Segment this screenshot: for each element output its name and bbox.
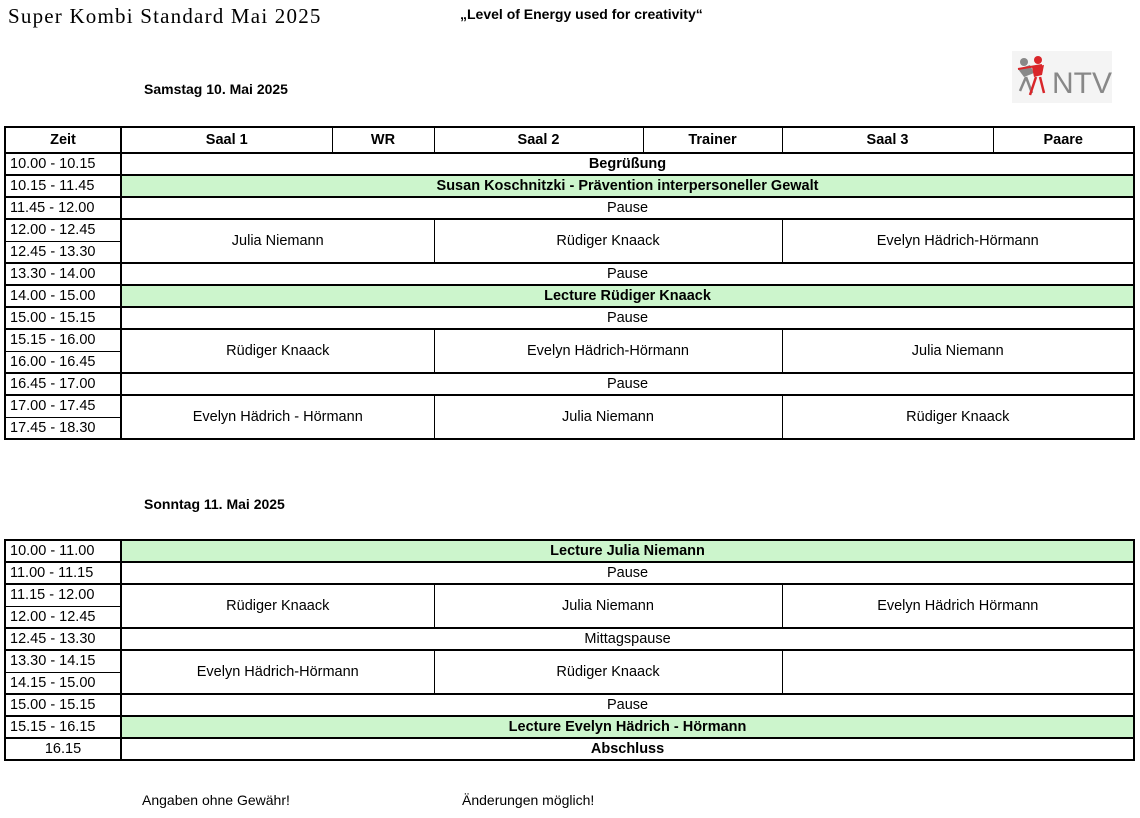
saal3-trainer-cell: Rüdiger Knaack [782,395,1134,439]
saal3-trainer-cell: Evelyn Hädrich Hörmann [782,584,1134,628]
time-cell: 12.00 - 12.45 [5,219,121,241]
table-row [5,562,1134,584]
lecture-cell: Lecture Evelyn Hädrich - Hörmann [121,716,1134,738]
table-row [5,263,1134,285]
col-header-saal3: Saal 3 [782,127,993,153]
table-row [5,153,1134,175]
pause-cell: Pause [121,373,1134,395]
time-cell: 10.00 - 11.00 [5,540,121,562]
table-header-row [5,127,1134,153]
saal3-trainer-cell: Julia Niemann [782,329,1134,373]
pause-cell: Pause [121,197,1134,219]
time-cell: 15.00 - 15.15 [5,694,121,716]
table-row [5,285,1134,307]
table-row [5,373,1134,395]
col-header-zeit: Zeit [5,127,121,153]
table-row [5,395,1134,417]
table-row [5,175,1134,197]
time-cell: 16.00 - 16.45 [5,351,121,373]
schedule-table-sunday [4,539,1135,761]
saal1-trainer-cell: Rüdiger Knaack [121,329,434,373]
saal2-trainer-cell: Rüdiger Knaack [434,219,782,263]
document-subtitle: „Level of Energy used for creativity“ [460,6,703,22]
saal2-trainer-cell: Rüdiger Knaack [434,650,782,694]
pause-cell: Pause [121,307,1134,329]
mittagspause-cell: Mittagspause [121,628,1134,650]
saal2-trainer-cell: Evelyn Hädrich-Hörmann [434,329,782,373]
table-row [5,197,1134,219]
table-row [5,584,1134,606]
time-cell: 12.45 - 13.30 [5,241,121,263]
saal3-trainer-cell [782,650,1134,694]
saal1-trainer-cell: Julia Niemann [121,219,434,263]
footer-changes-note: Änderungen möglich! [462,792,595,808]
time-cell: 15.15 - 16.00 [5,329,121,351]
time-cell: 10.15 - 11.45 [5,175,121,197]
pause-cell: Pause [121,562,1134,584]
time-cell: 15.00 - 15.15 [5,307,121,329]
ntv-logo [1012,51,1112,103]
saal1-trainer-cell: Evelyn Hädrich-Hörmann [121,650,434,694]
lecture-cell: Lecture Julia Niemann [121,540,1134,562]
table-row [5,329,1134,351]
table-row [5,219,1134,241]
time-cell: 17.45 - 18.30 [5,417,121,439]
table-row [5,738,1134,760]
time-cell: 10.00 - 10.15 [5,153,121,175]
time-cell: 11.45 - 12.00 [5,197,121,219]
table-row [5,307,1134,329]
time-cell: 14.00 - 15.00 [5,285,121,307]
time-cell: 11.15 - 12.00 [5,584,121,606]
col-header-trainer: Trainer [643,127,782,153]
begruessung-cell: Begrüßung [121,153,1134,175]
document-title: Super Kombi Standard Mai 2025 [8,4,322,28]
time-cell: 13.30 - 14.15 [5,650,121,672]
time-cell: 11.00 - 11.15 [5,562,121,584]
table-row [5,650,1134,672]
time-cell: 12.45 - 13.30 [5,628,121,650]
lecture-cell: Lecture Rüdiger Knaack [121,285,1134,307]
time-cell: 17.00 - 17.45 [5,395,121,417]
time-cell: 15.15 - 16.15 [5,716,121,738]
table-row [5,628,1134,650]
saal1-trainer-cell: Rüdiger Knaack [121,584,434,628]
saal2-trainer-cell: Julia Niemann [434,395,782,439]
session-cell-koschnitzki: Susan Koschnitzki - Prävention interpersoneller Gewalt [121,175,1134,197]
abschluss-cell: Abschluss [121,738,1134,760]
day1-heading: Samstag 10. Mai 2025 [144,81,288,97]
day2-heading: Sonntag 11. Mai 2025 [144,496,285,512]
pause-cell: Pause [121,263,1134,285]
table-row [5,540,1134,562]
logo-text: NTV [1052,67,1112,100]
time-cell: 13.30 - 14.00 [5,263,121,285]
time-cell: 14.15 - 15.00 [5,672,121,694]
saal3-trainer-cell: Evelyn Hädrich-Hörmann [782,219,1134,263]
time-cell: 12.00 - 12.45 [5,606,121,628]
col-header-wr: WR [332,127,434,153]
time-cell: 16.15 [5,738,121,760]
time-cell: 16.45 - 17.00 [5,373,121,395]
saal2-trainer-cell: Julia Niemann [434,584,782,628]
saal1-trainer-cell: Evelyn Hädrich - Hörmann [121,395,434,439]
col-header-saal2: Saal 2 [434,127,643,153]
col-header-saal1: Saal 1 [121,127,332,153]
schedule-table-saturday [4,126,1135,440]
pause-cell: Pause [121,694,1134,716]
col-header-paare: Paare [993,127,1134,153]
table-row [5,694,1134,716]
footer-disclaimer: Angaben ohne Gewähr! [142,792,290,808]
table-row [5,716,1134,738]
